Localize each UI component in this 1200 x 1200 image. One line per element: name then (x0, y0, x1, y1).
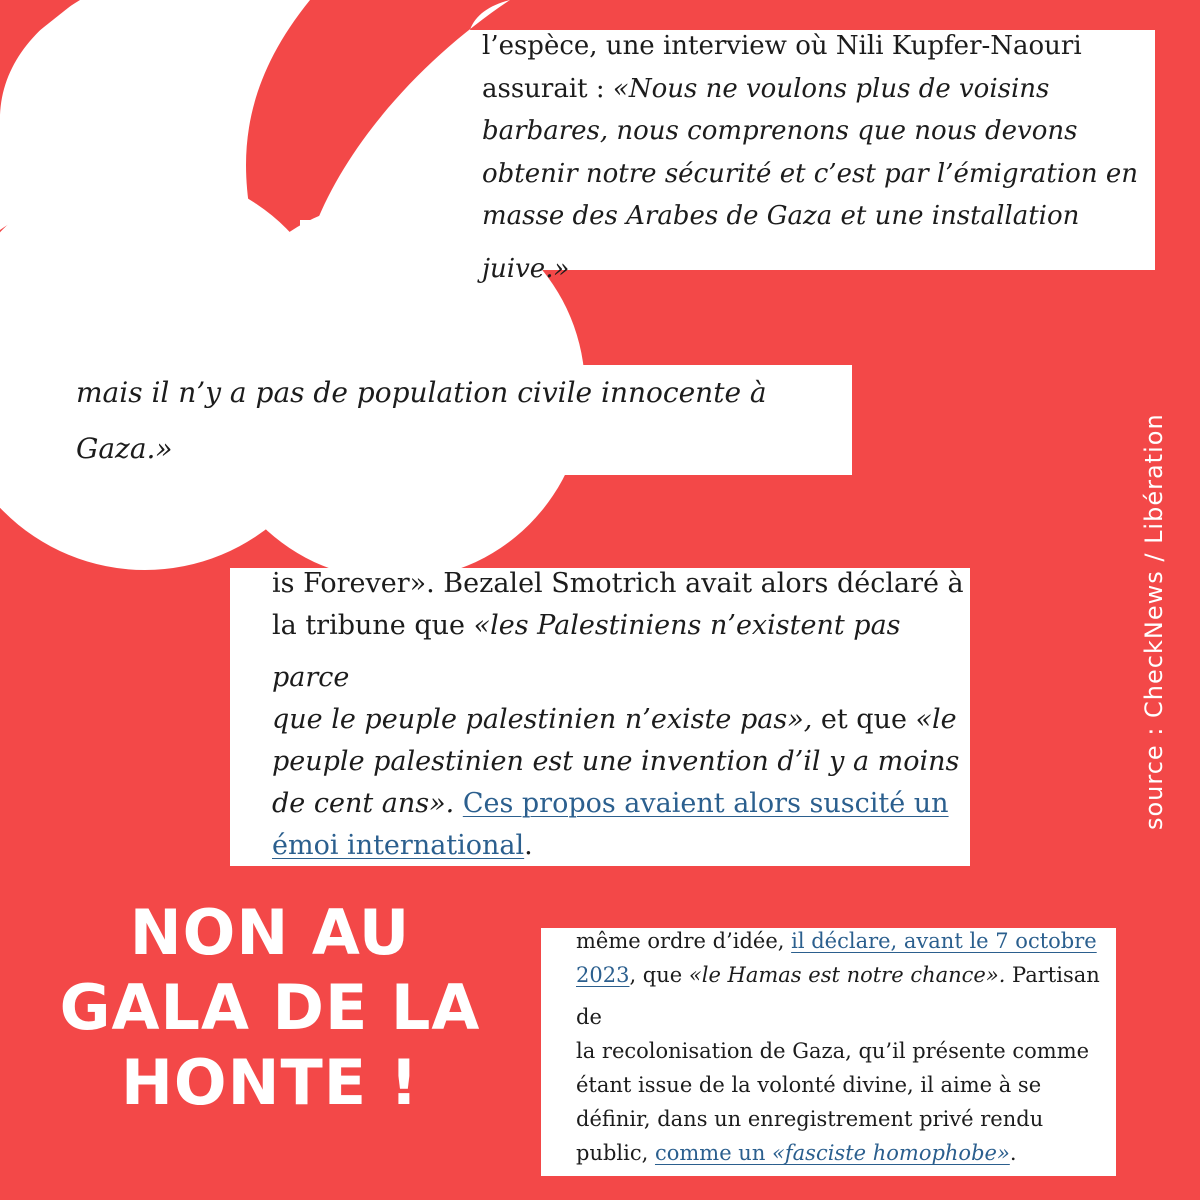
excerpt-line: même ordre d’idée, il déclare, avant le 7 octobre (576, 929, 1097, 953)
excerpt-line: définir, dans un enregistrement privé rendu (576, 1107, 1044, 1131)
excerpt-line: mais il n’y a pas de population civile innocente à (76, 376, 767, 409)
headline-slogan (30, 895, 510, 1120)
headline-line: NON AU (129, 896, 411, 969)
excerpt-line: masse des Arabes de Gaza et une installation juive.» (482, 201, 1080, 284)
excerpt-line: la tribune que «les Palestiniens n’existent pas parce (272, 610, 901, 693)
excerpt-line: obtenir notre sécurité et c’est par l’émigration en (482, 158, 1138, 189)
excerpt-line: barbares, nous comprenons que nous devons (482, 116, 1078, 146)
article-link-declaration-7-octobre[interactable]: il déclare, avant le 7 octobre (791, 929, 1097, 953)
excerpt-line: peuple palestinien est une invention d’il y a moins (272, 746, 960, 777)
excerpt-line: de cent ans». Ces propos avaient alors suscité un (272, 788, 949, 819)
article-excerpt-bezalel-smotrich (230, 568, 970, 866)
headline-line: GALA DE LA (59, 971, 481, 1044)
source-credit: source : CheckNews / Libération (1140, 413, 1168, 830)
excerpt-line: l’espèce, une interview où Nili Kupfer-Naouri (482, 31, 1082, 61)
excerpt-line: émoi international. (272, 830, 533, 861)
headline-line: HONTE ! (121, 1046, 419, 1119)
excerpt-line: assurait : «Nous ne voulons plus de voisins (482, 73, 1050, 104)
excerpt-line: étant issue de la volonté divine, il aime à se (576, 1073, 1042, 1097)
article-excerpt-population-civile (0, 365, 852, 475)
article-link-emoi-international[interactable]: émoi international (272, 830, 525, 861)
excerpt-line: 2023, que «le Hamas est notre chance». Partisan de (576, 963, 1100, 1029)
article-link-declaration-7-octobre[interactable]: 2023 (576, 963, 630, 987)
excerpt-line: is Forever». Bezalel Smotrich avait alors déclaré à (272, 568, 964, 599)
article-link-fasciste-homophobe[interactable]: comme un «fasciste homophobe» (654, 1141, 1010, 1165)
article-excerpt-nili-kupfer-naouri (470, 30, 1155, 284)
excerpt-line: public, comme un «fasciste homophobe». (576, 1141, 1017, 1165)
excerpt-line: que le peuple palestinien n’existe pas», et que «le (272, 704, 957, 735)
excerpt-line: Gaza.» (76, 432, 173, 465)
article-excerpt-hamas-chance (541, 928, 1116, 1176)
article-link-emoi-international[interactable]: Ces propos avaient alors suscité un (462, 788, 949, 819)
excerpt-line: la recolonisation de Gaza, qu’il présente comme (576, 1039, 1090, 1063)
